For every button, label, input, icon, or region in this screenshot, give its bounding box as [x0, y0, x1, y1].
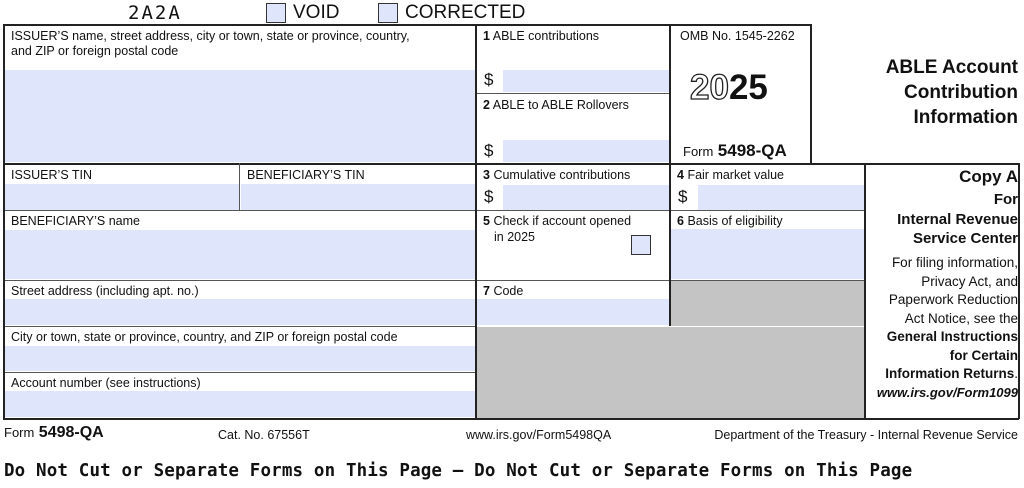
footer-url[interactable]: www.irs.gov/Form5498QA	[466, 428, 612, 442]
form-code: 2A2A	[128, 2, 182, 24]
footer-department: Department of the Treasury - Internal Revenue Service	[714, 428, 1018, 442]
beneficiary-tin-label: BENEFICIARY’S TIN	[247, 168, 365, 182]
footer-form-word: Form	[4, 425, 35, 440]
box6-input[interactable]	[671, 229, 864, 279]
form-number-header	[683, 141, 787, 161]
form-number-bold: 5498-QA	[717, 141, 787, 160]
box5-number: 5	[483, 214, 490, 228]
city-input[interactable]	[4, 346, 475, 371]
issuer-label-line2: and ZIP or foreign postal code	[11, 44, 179, 58]
box2-label	[483, 98, 629, 113]
issuer-tin-input[interactable]	[4, 184, 239, 210]
footer-warning: Do Not Cut or Separate Forms on This Page — Do Not Cut or Separate Forms on This Page	[4, 461, 913, 481]
box1-dollar: $	[484, 70, 494, 89]
issuer-input[interactable]	[4, 70, 475, 162]
box1-label	[483, 29, 599, 44]
box2-text: ABLE to ABLE Rollovers	[492, 98, 629, 112]
copy-info-line3: Paperwork Reduction	[888, 292, 1018, 307]
box5-label-line2: in 2025	[494, 230, 536, 244]
box3-text: Cumulative contributions	[493, 168, 631, 182]
issuer-tin-label: ISSUER’S TIN	[11, 168, 93, 182]
box4-input[interactable]	[698, 185, 864, 210]
box1-text: ABLE contributions	[492, 29, 600, 43]
box3-input[interactable]	[503, 185, 669, 210]
box5-text: Check if account opened	[493, 214, 632, 228]
box2-input[interactable]	[503, 140, 669, 162]
copy-title: Copy A	[959, 167, 1018, 186]
copy-gi-line3: Information Returns	[885, 366, 1015, 381]
void-checkbox[interactable]	[266, 3, 286, 23]
form-word: Form	[683, 144, 714, 159]
box2-number: 2	[483, 98, 490, 112]
box7-label	[483, 284, 523, 299]
box3-label	[483, 168, 630, 183]
copy-url[interactable]: www.irs.gov/Form1099	[876, 384, 1018, 400]
box4-text: Fair market value	[687, 168, 784, 182]
void-label: VOID	[293, 2, 340, 23]
beneficiary-tin-input[interactable]	[241, 184, 475, 210]
box4-number: 4	[677, 168, 684, 182]
copy-info-line2: Privacy Act, and	[921, 273, 1018, 289]
copy-irs-line2: Service Center	[912, 230, 1018, 247]
copy-info-line1: For filing information,	[891, 255, 1018, 270]
copy-gi-line1: General Instructions	[886, 329, 1018, 344]
footer-cat-number: Cat. No. 67556T	[218, 428, 310, 442]
account-label: Account number (see instructions)	[11, 376, 201, 390]
box3-dollar: $	[484, 187, 494, 206]
box6-label	[677, 214, 783, 229]
street-input[interactable]	[4, 299, 475, 325]
box1-input[interactable]	[503, 70, 669, 92]
title-line2: Contribution	[904, 82, 1018, 103]
tax-year-light: 20	[690, 68, 729, 107]
corrected-checkbox[interactable]	[378, 3, 398, 23]
box4-label	[677, 168, 784, 183]
box5-checkbox[interactable]	[631, 235, 651, 255]
copy-gi-period: .	[1014, 366, 1018, 381]
box6-text: Basis of eligibility	[687, 214, 783, 228]
box3-number: 3	[483, 168, 490, 182]
title-line1: ABLE Account	[885, 57, 1018, 78]
city-label: City or town, state or province, country, and ZIP or foreign postal code	[11, 330, 398, 344]
box5-label	[483, 214, 631, 229]
tax-year	[690, 68, 768, 108]
corrected-label: CORRECTED	[405, 2, 526, 23]
title-line3: Information	[913, 107, 1018, 128]
omb-number: OMB No. 1545-2262	[680, 29, 795, 43]
street-label: Street address (including apt. no.)	[11, 284, 199, 298]
copy-panel	[868, 166, 1018, 402]
footer-form-bold: 5498-QA	[38, 424, 104, 441]
copy-irs-line1: Internal Revenue	[897, 211, 1018, 228]
beneficiary-name-label: BENEFICIARY’S name	[11, 214, 140, 228]
tax-year-bold: 25	[728, 68, 768, 107]
shaded-area-right	[671, 281, 865, 326]
box1-number: 1	[483, 29, 490, 43]
shaded-area-bottom	[477, 327, 865, 418]
copy-info-line4: Act Notice, see the	[904, 310, 1018, 326]
copy-gi-line2: for Certain	[949, 347, 1018, 363]
footer-form-number	[4, 424, 104, 442]
box7-number: 7	[483, 284, 490, 298]
box4-dollar: $	[678, 187, 688, 206]
beneficiary-name-input[interactable]	[4, 230, 475, 279]
account-input[interactable]	[4, 391, 475, 417]
box7-input[interactable]	[477, 299, 669, 325]
box2-dollar: $	[484, 141, 494, 160]
issuer-label: ISSUER’S name, street address, city or town, state or province, country,	[11, 29, 410, 43]
form-title	[886, 55, 1018, 130]
box6-number: 6	[677, 214, 684, 228]
copy-for: For	[993, 191, 1018, 208]
box7-text: Code	[493, 284, 524, 298]
